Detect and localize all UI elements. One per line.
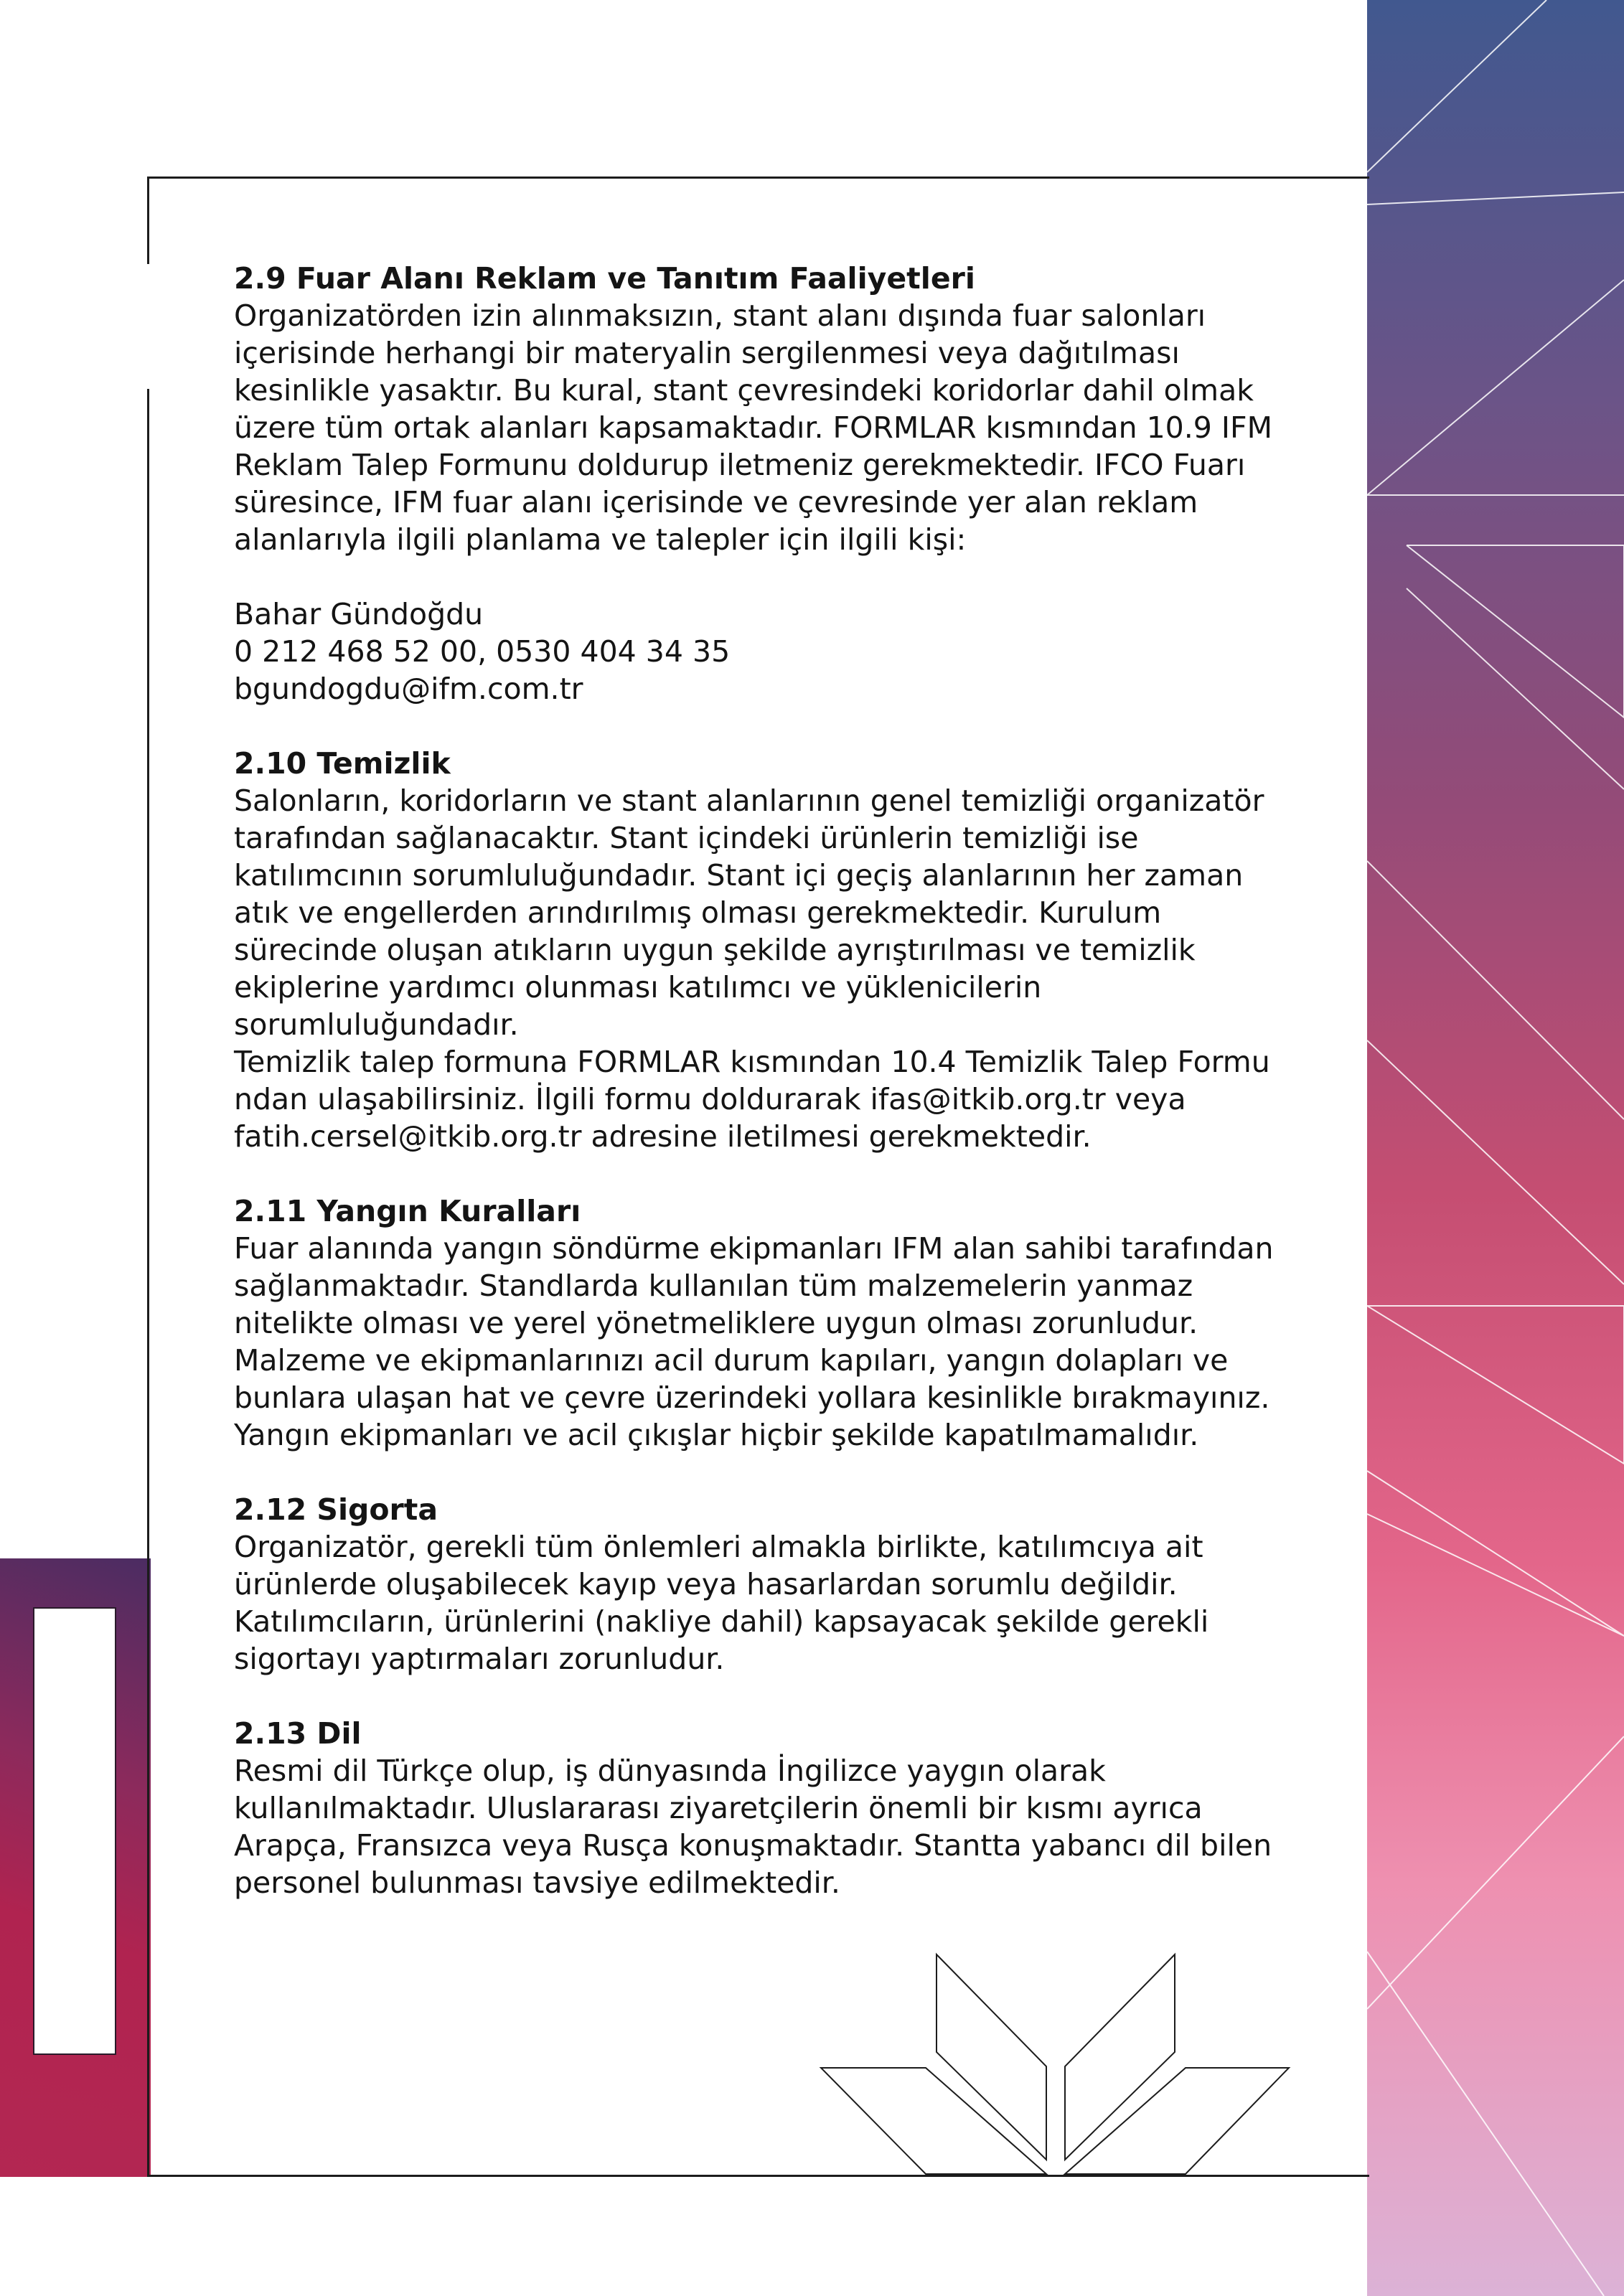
decorative-left-band xyxy=(0,1558,151,2177)
section-fire-rules xyxy=(234,1192,1289,1454)
section-heading: 2.10 Temizlik xyxy=(234,746,451,781)
outline-leaf-logo xyxy=(818,1952,1306,2181)
blank-line xyxy=(234,558,1289,596)
section-heading: 2.11 Yangın Kuralları xyxy=(234,1194,581,1228)
section-paragraph: Organizatörden izin alınmaksızın, stant alanı dışında fuar salonları içerisinde herhangi bir materyalin sergilenmesi veya dağıtılması kesinlikle yasaktır. Bu kural, stant çevresindeki koridorlar dahil olmak üzere tüm ortak alanları kapsamaktadır. FORMLAR kısmından 10.9 IFM Reklam Talep Formunu doldurup iletmeniz gerekmektedir. IFCO Fuarı süresince, IFM fuar alanı içerisinde ve çevresinde yer alan reklam alanlarıyla ilgili planlama ve talepler için ilgili kişi: xyxy=(234,298,1272,557)
section-heading: 2.9 Fuar Alanı Reklam ve Tanıtım Faaliyetleri xyxy=(234,261,975,296)
section-heading: 2.13 Dil xyxy=(234,1716,362,1751)
geometric-line-pattern xyxy=(1367,0,1624,2296)
section-advertising xyxy=(234,260,1289,707)
frame-gap xyxy=(146,264,151,389)
section-language xyxy=(234,1715,1289,1901)
section-paragraph: Fuar alanında yangın söndürme ekipmanları IFM alan sahibi tarafından sağlanmaktadır. Standlarda kullanılan tüm malzemelerin yanmaz nitelikte olması ve yerel yönetmeliklere uygun olması zorunludur. Malzeme ve ekipmanlarınızı acil durum kapıları, yangın dolapları ve bunlara ulaşan hat ve çevre üzerindeki yollara kesinlikle bırakmayınız. Yangın ekipmanları ve acil çıkışlar hiçbir şekilde kapatılmamalıdır. xyxy=(234,1231,1274,1452)
section-paragraph: Salonların, koridorların ve stant alanlarının genel temizliği organizatör tarafından sağlanacaktır. Stant içindeki ürünlerin temizliği ise katılımcının sorumluluğundadır. Stant içi geçiş alanlarının her zaman atık ve engellerden arındırılmış olması gerekmektedir. Kurulum sürecinde oluşan atıkların uygun şekilde ayrıştırılması ve temizlik ekiplerine yardımcı olunması katılımcı ve yüklenicilerin sorumluluğundadır. Temizlik talep formuna FORMLAR kısmından 10.4 Temizlik Talep Formu ndan ulaşabilirsiniz. İlgili formu doldurarak ifas@itkib.org.tr veya fatih.cersel@itkib.org.tr adresine iletilmesi gerekmektedir. xyxy=(234,784,1270,1154)
section-cleaning xyxy=(234,745,1289,1155)
section-heading: 2.12 Sigorta xyxy=(234,1492,438,1527)
contact-block: Bahar Gündoğdu 0 212 468 52 00, 0530 404 34 35 bgundogdu@ifm.com.tr xyxy=(234,597,731,706)
decorative-gradient-band xyxy=(1367,0,1624,2296)
decorative-window xyxy=(33,1607,116,2055)
section-insurance xyxy=(234,1491,1289,1678)
document-body xyxy=(234,260,1289,1939)
section-paragraph: Resmi dil Türkçe olup, iş dünyasında İngilizce yaygın olarak kullanılmaktadır. Uluslararası ziyaretçilerin önemli bir kısmı ayrıca Arapça, Fransızca veya Rusça konuşmaktadır. Stantta yabancı dil bilen personel bulunması tavsiye edilmektedir. xyxy=(234,1754,1272,1900)
section-paragraph: Organizatör, gerekli tüm önlemleri almakla birlikte, katılımcıya ait ürünlerde oluşabilecek kayıp veya hasarlardan sorumlu değildir. Katılımcıların, ürünlerini (nakliye dahil) kapsayacak şekilde gerekli sigortayı yaptırmaları zorunludur. xyxy=(234,1530,1209,1676)
